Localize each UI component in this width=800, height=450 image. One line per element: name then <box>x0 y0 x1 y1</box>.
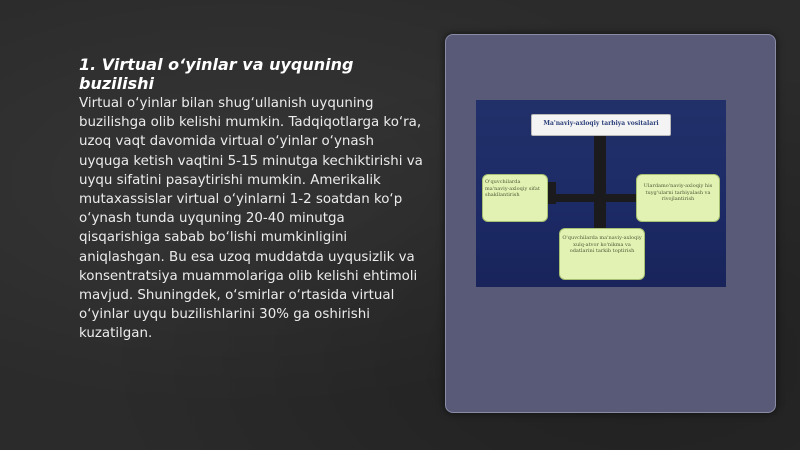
diagram-connector-left <box>548 182 556 204</box>
diagram-box-top: Ma'naviy-axloqiy tarbiya vositalari <box>531 114 671 136</box>
image-panel <box>445 34 776 413</box>
diagram-image <box>476 100 726 287</box>
diagram-box-bottom: O'quvchilarda ma'naviy-axloqiy xulq-atvor ko'nikma va odatlarini tarkib toptirish <box>559 228 645 280</box>
slide-body-text: Virtual o‘yinlar bilan shug‘ullanish uyquning buzilishga olib kelishi mumkin. Tadqiqotlarga ko‘ra, uzoq vaqt davomida virtual o‘yinlar o‘ynash uyquga ketish vaqtini 5-15 minutga kechiktirishi va uyqu sifatini pasaytirishi mumkin. Amerikalik mutaxassislar virtual o‘yinlarni 1-2 soatdan ko‘p o‘ynash tunda uyquning 20-40 minutga qisqarishiga sabab bo‘lishi mumkinligini aniqlashgan. Bu esa uzoq muddatda uyqusizlik va konsentratsiya muammolariga olib kelishi ehtimoli mavjud. Shuningdek, o‘smirlar o‘rtasida virtual o‘yinlar uyqu buzilishlarini 30% ga oshirishi kuzatilgan. <box>79 96 423 342</box>
slide-title: 1. Virtual o‘yinlar va uyquning buzilishi <box>79 55 354 93</box>
diagram-box-left: O'quvchilarda ma'naviy-axloqiy sifat shakllantirish <box>482 174 548 222</box>
diagram-box-right: Ulardamo'naviy-axloqiy his tuyg'ularni tarbiyalash va rivojlantirish <box>636 174 720 222</box>
